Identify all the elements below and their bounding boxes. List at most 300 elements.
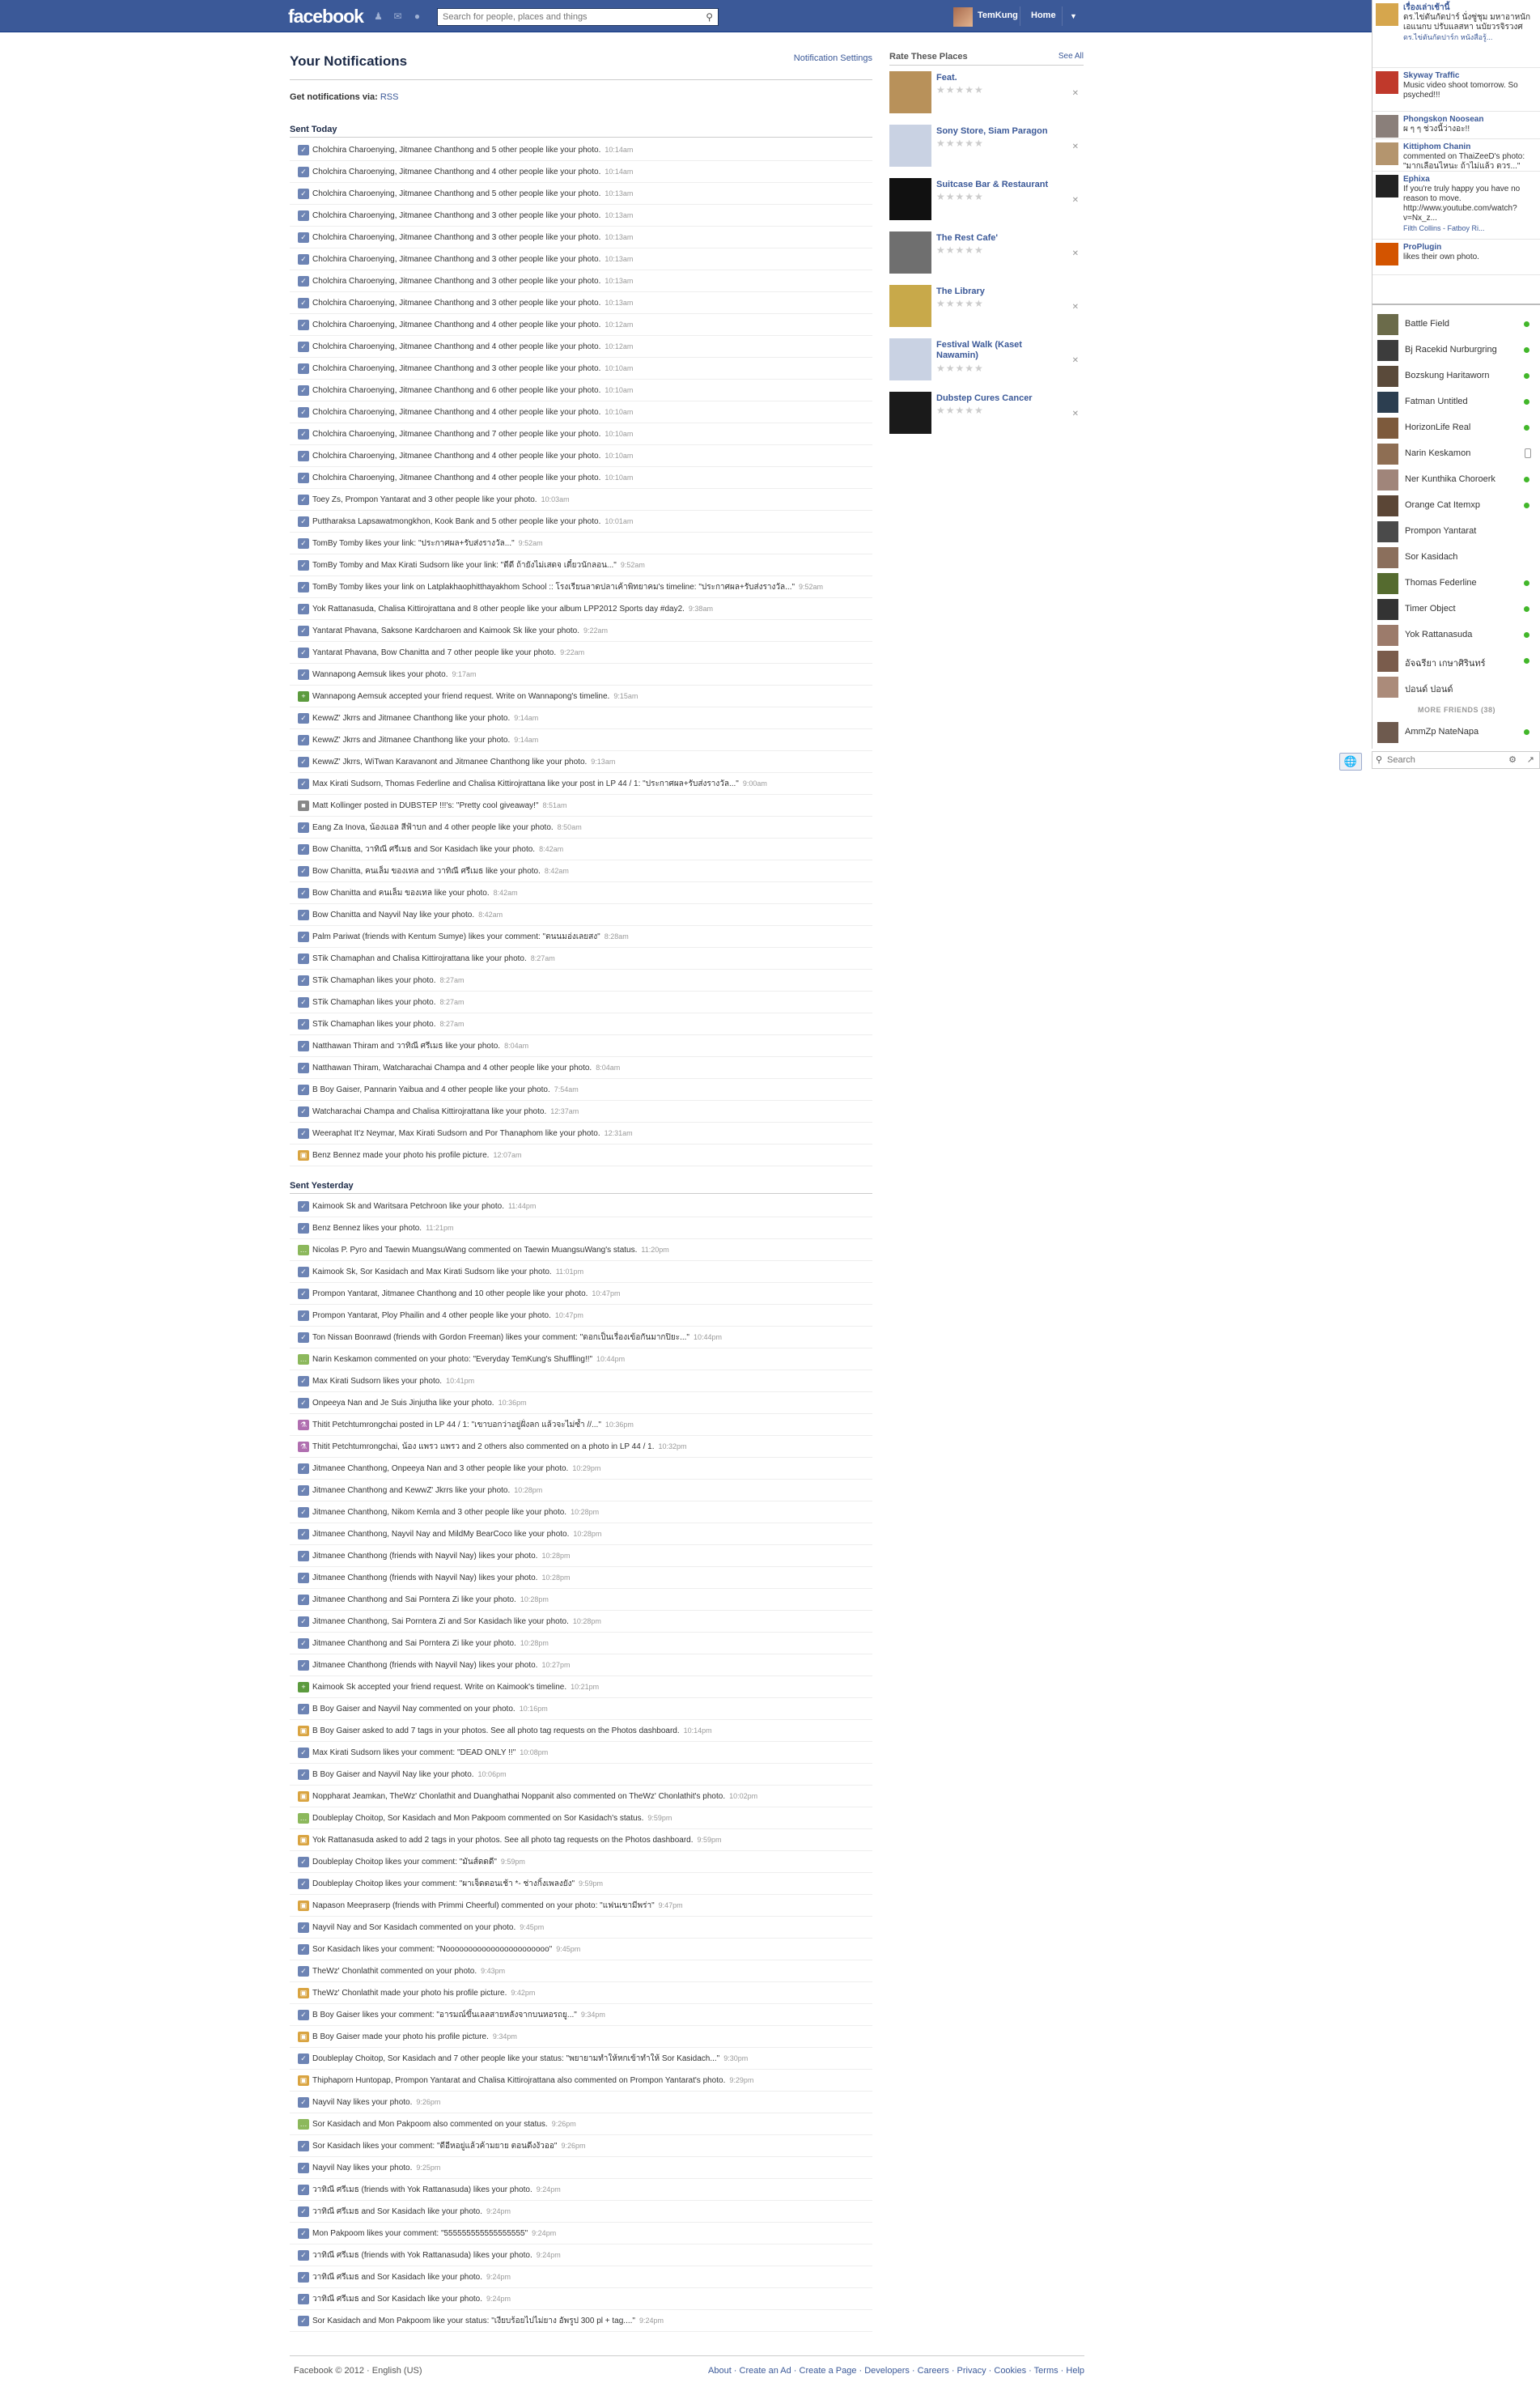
search-input[interactable] [438,9,689,25]
ticker-text[interactable] [1403,3,1538,42]
notification-text[interactable]: Bow Chanitta, วาทิณี ศรีเมธ and Sor Kasidach like your photo. [312,844,536,854]
notification-text[interactable]: B Boy Gaiser and Nayvil Nay like your photo. [312,1769,474,1779]
notification-text[interactable]: วาทิณี ศรีเมธ and Sor Kasidach like your photo. [312,2272,483,2282]
notification-text[interactable]: Cholchira Charoenying, Jitmanee Chanthong and 7 other people like your photo. [312,429,601,439]
notification-row[interactable] [290,1764,872,1786]
close-icon[interactable]: ✕ [1071,356,1079,365]
notification-text[interactable]: STik Chamaphan likes your photo. [312,1019,436,1029]
notification-row[interactable] [290,1501,872,1523]
notification-text[interactable]: วาทิณี ศรีเมธ and Sor Kasidach like your photo. [312,2294,483,2304]
notification-row[interactable] [290,270,872,292]
chat-friend[interactable] [1372,571,1540,597]
notification-text[interactable]: Cholchira Charoenying, Jitmanee Chanthong and 4 other people like your photo. [312,407,601,417]
notification-text[interactable]: B Boy Gaiser and Nayvil Nay commented on your photo. [312,1704,515,1714]
notification-text[interactable]: Cholchira Charoenying, Jitmanee Chanthong and 4 other people like your photo. [312,167,601,176]
ticker-text[interactable] [1403,243,1538,262]
notifications-icon[interactable]: ● [414,11,421,22]
star-rating[interactable]: ★★★★★ [936,191,984,202]
chat-friend[interactable] [1372,519,1540,545]
notification-row[interactable] [290,2004,872,2026]
account-menu-chevron-icon[interactable]: ▼ [1070,12,1077,20]
notification-row[interactable] [290,1196,872,1217]
place-item[interactable] [889,285,1084,333]
star-rating[interactable]: ★★★★★ [936,363,984,374]
notification-text[interactable]: Yantarat Phavana, Bow Chanitta and 7 other people like your photo. [312,648,557,657]
notification-text[interactable]: Natthawan Thiram, Watcharachai Champa and 4 other people like your photo. [312,1063,592,1072]
notification-text[interactable]: Ton Nissan Boonrawd (friends with Gordon Freeman) likes your comment: "ดอกเป็นเรื่องเข้อกันมากปิยะ..." [312,1332,689,1342]
notification-text[interactable]: Jitmanee Chanthong, Nikom Kemla and 3 other people like your photo. [312,1507,567,1517]
notification-text[interactable]: Jitmanee Chanthong and KewwZ' Jkrrs like your photo. [312,1485,511,1495]
chat-friend[interactable] [1372,720,1540,745]
notification-text[interactable]: Sor Kasidach and Mon Pakpoom like your status: "เงียบร้อยไปไม่ยาง อัพรูป 300 pl + tag...." [312,2316,635,2325]
place-thumbnail[interactable] [889,178,931,220]
notification-row[interactable] [290,1873,872,1895]
notification-text[interactable]: Sor Kasidach likes your comment: "ดีอีหอยู่แล้วค้ามยาย ตอนดีงงัวออ" [312,2141,558,2151]
notification-row[interactable] [290,860,872,882]
notification-text[interactable]: Cholchira Charoenying, Jitmanee Chanthong and 4 other people like your photo. [312,342,601,351]
notification-text[interactable]: KewwZ' Jkrrs and Jitmanee Chanthong like your photo. [312,735,511,745]
notification-row[interactable] [290,1327,872,1348]
notification-text[interactable]: Yok Rattanasuda asked to add 2 tags in your photos. See all photo tag requests on the Photos dashboard. [312,1835,694,1845]
globe-icon[interactable]: 🌐 [1339,753,1362,771]
chat-search-input[interactable] [1372,752,1494,768]
ticker-thumbnail[interactable] [1376,115,1398,138]
notification-text[interactable]: Cholchira Charoenying, Jitmanee Chanthong and 5 other people like your photo. [312,189,601,198]
notification-text[interactable]: Narin Keskamon commented on your photo: "Everyday TemKung's Shuffling!!" [312,1354,593,1364]
notification-row[interactable] [290,1633,872,1654]
place-name[interactable]: Dubstep Cures Cancer [936,393,1033,403]
notification-text[interactable]: TheWz' Chonlathit made your photo his profile picture. [312,1988,507,1998]
ticker-story[interactable] [1372,139,1540,172]
notification-row[interactable] [290,2048,872,2070]
notification-text[interactable]: Doubleplay Choitop likes your comment: "มันส์ดดดี" [312,1857,497,1867]
ticker-thumbnail[interactable] [1376,175,1398,197]
notification-text[interactable]: Kaimook Sk, Sor Kasidach and Max Kirati Sudsorn like your photo. [312,1267,552,1276]
notification-row[interactable] [290,2092,872,2113]
place-item[interactable] [889,231,1084,280]
notification-text[interactable]: Matt Kollinger posted in DUBSTEP !!!'s: "Pretty cool giveaway!" [312,801,539,810]
notification-row[interactable] [290,1829,872,1851]
notification-row[interactable] [290,1982,872,2004]
notification-text[interactable]: Jitmanee Chanthong (friends with Nayvil Nay) likes your photo. [312,1660,538,1670]
notification-text[interactable]: Nayvil Nay likes your photo. [312,2163,413,2172]
notification-text[interactable]: Cholchira Charoenying, Jitmanee Chanthong and 3 other people like your photo. [312,210,601,220]
notification-row[interactable] [290,1851,872,1873]
notification-text[interactable]: Palm Pariwat (friends with Kentum Sumye) likes your comment: "ตนนมอ่งเลยสง" [312,932,600,941]
online-status-icon [1524,658,1529,664]
notification-row[interactable] [290,511,872,533]
notification-row[interactable] [290,467,872,489]
chat-friend[interactable] [1372,415,1540,441]
close-icon[interactable]: ✕ [1071,142,1079,151]
notification-row[interactable] [290,707,872,729]
notification-row[interactable] [290,817,872,839]
close-icon[interactable]: ✕ [1071,89,1079,98]
ticker-story[interactable] [1372,68,1540,112]
notification-row[interactable] [290,992,872,1013]
place-name[interactable]: Feat. [936,73,957,83]
notification-text[interactable]: Doubleplay Choitop likes your comment: "ผาเจ็ดตอนเช้า *- ช่างกิ้งเพลงยัง" [312,1879,575,1888]
notification-text[interactable]: Jitmanee Chanthong (friends with Nayvil Nay) likes your photo. [312,1551,538,1561]
notification-row[interactable] [290,423,872,445]
notification-row[interactable] [290,1480,872,1501]
notification-text[interactable]: วาทิณี ศรีเมธ (friends with Yok Rattanasuda) likes your photo. [312,2185,532,2194]
notification-text[interactable]: Jitmanee Chanthong, Sai Porntera Zi and Sor Kasidach like your photo. [312,1616,569,1626]
close-icon[interactable]: ✕ [1071,249,1079,258]
notification-text[interactable]: Cholchira Charoenying, Jitmanee Chanthong and 4 other people like your photo. [312,451,601,461]
notification-row[interactable] [290,751,872,773]
notification-text[interactable]: วาทิณี ศรีเมธ and Sor Kasidach like your photo. [312,2206,483,2216]
notification-row[interactable] [290,795,872,817]
notification-row[interactable] [290,1567,872,1589]
chat-friend[interactable] [1372,467,1540,493]
notification-row[interactable] [290,1523,872,1545]
close-icon[interactable]: ✕ [1071,196,1079,205]
notification-text[interactable]: Jitmanee Chanthong and Sai Porntera Zi like your photo. [312,1595,516,1604]
notification-row[interactable] [290,2135,872,2157]
notification-row[interactable] [290,227,872,248]
notification-row[interactable] [290,1013,872,1035]
notification-row[interactable] [290,489,872,511]
notification-row[interactable] [290,882,872,904]
notification-row[interactable] [290,1123,872,1145]
notification-text[interactable]: Max Kirati Sudsorn, Thomas Federline and Chalisa Kittirojrattana like your post in LP 44 / 1: "ประกาศผล+รับส่งรางวัล..." [312,779,739,788]
notification-text[interactable]: TheWz' Chonlathit commented on your photo. [312,1966,477,1976]
notification-row[interactable] [290,1676,872,1698]
notification-text[interactable]: TomBy Tomby and Max Kirati Sudsorn like your link: "ดีดี ถ้ายังไม่เสดจ เดี๋ยวนักลอน..." [312,560,617,570]
notification-row[interactable] [290,2288,872,2310]
popout-icon[interactable]: ↗ [1526,755,1534,765]
notification-row[interactable] [290,2266,872,2288]
close-icon[interactable]: ✕ [1071,303,1079,312]
friend-requests-icon[interactable]: ♟ [374,11,383,22]
chat-search-box[interactable] [1372,751,1540,769]
notification-time: 8:42am [544,867,569,875]
like-icon: ✓ [298,1019,309,1030]
notification-row[interactable] [290,533,872,554]
notification-text[interactable]: TomBy Tomby likes your link: "ประกาศผล+รับส่งรางวัล..." [312,538,515,548]
notification-row[interactable] [290,1895,872,1917]
notification-text[interactable]: Cholchira Charoenying, Jitmanee Chanthong and 3 other people like your photo. [312,254,601,264]
notification-text[interactable]: Nicolas P. Pyro and Taewin MuangsuWang commented on Taewin MuangsuWang's status. [312,1245,638,1255]
notification-row[interactable] [290,139,872,161]
chat-friend[interactable] [1372,648,1540,674]
chat-friend[interactable] [1372,312,1540,338]
notification-text[interactable]: Nayvil Nay likes your photo. [312,2097,413,2107]
place-name[interactable]: Sony Store, Siam Paragon [936,126,1048,136]
facebook-logo[interactable]: facebook [288,6,363,27]
notification-text[interactable]: Cholchira Charoenying, Jitmanee Chanthong and 3 other people like your photo. [312,298,601,308]
notification-row[interactable] [290,642,872,664]
notification-row[interactable] [290,1348,872,1370]
star-rating[interactable]: ★★★★★ [936,138,984,149]
notification-text[interactable]: Mon Pakpoom likes your comment: "555555555555555555" [312,2228,528,2238]
comment-icon: … [298,2119,309,2130]
notification-text[interactable]: Cholchira Charoenying, Jitmanee Chanthong and 3 other people like your photo. [312,276,601,286]
chat-friend[interactable] [1372,363,1540,389]
place-name[interactable]: Suitcase Bar & Restaurant [936,180,1049,189]
notification-row[interactable] [290,1720,872,1742]
notification-text[interactable]: Benz Bennez likes your photo. [312,1223,422,1233]
notification-row[interactable] [290,380,872,401]
notification-row[interactable] [290,1589,872,1611]
notification-text[interactable]: Toey Zs, Prompon Yantarat and 3 other people like your photo. [312,495,537,504]
notification-row[interactable] [290,1261,872,1283]
notification-text[interactable]: Prompon Yantarat, Ploy Phailin and 4 other people like your photo. [312,1310,551,1320]
notification-row[interactable] [290,948,872,970]
notification-row[interactable] [290,1217,872,1239]
ticker-actor[interactable]: Ephixa [1403,175,1430,184]
place-thumbnail[interactable] [889,71,931,113]
chat-friend[interactable] [1372,674,1540,700]
notification-text[interactable]: B Boy Gaiser likes your comment: "อารมณ์ขึ้นเลลสายหลังจากบนหอรถยู..." [312,2010,577,2019]
notification-row[interactable] [290,314,872,336]
notification-text[interactable]: STik Chamaphan likes your photo. [312,997,436,1007]
place-item[interactable] [889,178,1084,227]
ticker-thumbnail[interactable] [1376,142,1398,165]
notification-text[interactable]: KewwZ' Jkrrs, WiTwan Karavanont and Jitmanee Chanthong like your photo. [312,757,588,767]
notification-text[interactable]: Cholchira Charoenying, Jitmanee Chanthong and 3 other people like your photo. [312,232,601,242]
search-box[interactable] [437,8,719,26]
place-name[interactable]: The Library [936,287,985,296]
notification-row[interactable] [290,1807,872,1829]
notification-row[interactable] [290,2026,872,2048]
notification-text[interactable]: Onpeeya Nan and Je Suis Jinjutha like your photo. [312,1398,494,1408]
notification-row[interactable] [290,1305,872,1327]
notification-row[interactable] [290,1035,872,1057]
chat-friend[interactable] [1372,441,1540,467]
notification-text[interactable]: B Boy Gaiser asked to add 7 tags in your photos. See all photo tag requests on the Photos dashboard. [312,1726,680,1735]
notification-text[interactable]: Yok Rattanasuda, Chalisa Kittirojrattana and 8 other people like your album LPP2012 Sports day #day2. [312,604,685,614]
notification-text[interactable]: วาทิณี ศรีเมธ (friends with Yok Rattanasuda) likes your photo. [312,2250,532,2260]
notification-row[interactable] [290,773,872,795]
notification-text[interactable]: Cholchira Charoenying, Jitmanee Chanthong and 3 other people like your photo. [312,363,601,373]
chat-friend[interactable] [1372,597,1540,622]
notification-row[interactable] [290,904,872,926]
notification-text[interactable]: Jitmanee Chanthong and Sai Porntera Zi like your photo. [312,1638,516,1648]
ticker-attachment[interactable]: ดร.ไข่ตันกัดปาร์ก หนังสือรู้... [1403,33,1493,41]
notification-row[interactable] [290,554,872,576]
ticker-story[interactable] [1372,0,1540,68]
ticker-thumbnail[interactable] [1376,243,1398,265]
notification-row[interactable] [290,1370,872,1392]
notification-text[interactable]: B Boy Gaiser, Pannarin Yaibua and 4 other people like your photo. [312,1085,550,1094]
notification-row[interactable] [290,1939,872,1960]
star-rating[interactable]: ★★★★★ [936,298,984,309]
notification-text[interactable]: Prompon Yantarat, Jitmanee Chanthong and 10 other people like your photo. [312,1289,588,1298]
ticker-story[interactable] [1372,172,1540,240]
ticker-thumbnail[interactable] [1376,3,1398,26]
notification-text[interactable]: Bow Chanitta and Nayvil Nay like your photo. [312,910,475,919]
notification-text[interactable]: Jitmanee Chanthong, Onpeeya Nan and 3 other people like your photo. [312,1463,569,1473]
ticker-story[interactable] [1372,112,1540,139]
notification-text[interactable]: Kaimook Sk and Waritsara Petchroon like your photo. [312,1201,504,1211]
notification-row[interactable] [290,183,872,205]
notification-row[interactable] [290,2201,872,2223]
notification-row[interactable] [290,1239,872,1261]
notification-row[interactable] [290,1654,872,1676]
notification-text[interactable]: Puttharaksa Lapsawatmongkhon, Kook Bank and 5 other people like your photo. [312,516,601,526]
gear-icon[interactable]: ⚙ [1508,755,1517,765]
notification-row[interactable] [290,2244,872,2266]
notification-text[interactable]: Weeraphat It'z Neymar, Max Kirati Sudsorn and Por Thanaphom like your photo. [312,1128,600,1138]
notification-text[interactable]: Wannapong Aemsuk likes your photo. [312,669,448,679]
place-item[interactable] [889,71,1084,120]
ticker-thumbnail[interactable] [1376,71,1398,94]
notification-row[interactable] [290,2070,872,2092]
ticker-actor[interactable]: ProPlugin [1403,243,1442,252]
notification-text[interactable]: TomBy Tomby likes your link on Latplakhaophitthayakhom School :: โรงเรียนลาดปลาเค้าพิทยาคม's timeline: "ประกาศผล+รับส่งรางวัล..." [312,582,795,592]
notification-row[interactable] [290,205,872,227]
notification-text[interactable]: Yantarat Phavana, Saksone Kardcharoen and Kaimook Sk like your photo. [312,626,580,635]
place-thumbnail[interactable] [889,231,931,274]
notification-settings-link[interactable]: Notification Settings [793,53,872,63]
notification-text[interactable]: Kaimook Sk accepted your friend request. Write on Kaimook's timeline. [312,1682,567,1692]
notification-row[interactable] [290,292,872,314]
ticker-actor[interactable]: Skyway Traffic [1403,71,1460,80]
notification-row[interactable] [290,1545,872,1567]
notification-row[interactable] [290,2157,872,2179]
ticker-actor[interactable]: Kittiphom Chanin [1403,142,1471,151]
ticker-story[interactable] [1372,240,1540,275]
notification-row[interactable] [290,445,872,467]
footer-links[interactable]: About · Create an Ad · Create a Page · Developers · Careers · Privacy · Cookies · Terms · Help [708,2366,1085,2376]
place-thumbnail[interactable] [889,338,931,380]
notification-text[interactable]: Doubleplay Choitop, Sor Kasidach and Mon Pakpoom commented on Sor Kasidach's status. [312,1813,644,1823]
place-item[interactable] [889,125,1084,173]
notification-row[interactable] [290,664,872,686]
notification-row[interactable] [290,1057,872,1079]
place-item[interactable] [889,392,1084,440]
notification-row[interactable] [290,1960,872,1982]
notification-row[interactable] [290,1611,872,1633]
notification-text[interactable]: Wannapong Aemsuk accepted your friend request. Write on Wannapong's timeline. [312,691,610,701]
notification-row[interactable] [290,1917,872,1939]
profile-link[interactable]: TemKung [978,11,1018,20]
notification-row[interactable] [290,401,872,423]
ticker-actor[interactable]: Phongskon Noosean [1403,115,1484,124]
notification-row[interactable] [290,2179,872,2201]
notification-row[interactable] [290,358,872,380]
notification-text[interactable]: B Boy Gaiser made your photo his profile picture. [312,2032,489,2041]
notification-text[interactable]: Benz Bennez made your photo his profile picture. [312,1150,490,1160]
avatar[interactable] [953,7,973,27]
notification-text[interactable]: Cholchira Charoenying, Jitmanee Chanthong and 5 other people like your photo. [312,145,601,155]
notification-text[interactable]: Jitmanee Chanthong (friends with Nayvil Nay) likes your photo. [312,1573,538,1582]
notification-text[interactable]: Sor Kasidach and Mon Pakpoom also commented on your status. [312,2119,548,2129]
place-thumbnail[interactable] [889,285,931,327]
notification-row[interactable] [290,1436,872,1458]
star-rating[interactable]: ★★★★★ [936,84,984,96]
notification-text[interactable]: Cholchira Charoenying, Jitmanee Chanthong and 4 other people like your photo. [312,320,601,329]
notification-row[interactable] [290,2310,872,2332]
notification-row[interactable] [290,2223,872,2244]
notification-row[interactable] [290,926,872,948]
chat-friend[interactable] [1372,493,1540,519]
notification-row[interactable] [290,1458,872,1480]
notification-row[interactable] [290,839,872,860]
notification-text[interactable]: Thitit Petchtumrongchai, น้อง แพรว แพรว and 2 others also commented on a photo in LP 44 / 1. [312,1442,655,1451]
messages-icon[interactable]: ✉ [393,11,402,22]
notification-text[interactable]: KewwZ' Jkrrs and Jitmanee Chanthong like your photo. [312,713,511,723]
notification-text[interactable]: Max Kirati Sudsorn likes your photo. [312,1376,443,1386]
home-link[interactable]: Home [1031,11,1056,20]
notification-row[interactable] [290,620,872,642]
place-thumbnail[interactable] [889,392,931,434]
notification-text[interactable]: Eang Za Inova, น้องแอล สีฟ้าบก and 4 other people like your photo. [312,822,554,832]
place-item[interactable] [889,338,1084,387]
notification-text[interactable]: Thiphaporn Huntopap, Prompon Yantarat and Chalisa Kittirojrattana also commented on Prompon Yantarat's photo. [312,2075,726,2085]
close-icon[interactable]: ✕ [1071,410,1079,418]
chat-friend[interactable] [1372,545,1540,571]
notification-row[interactable] [290,1079,872,1101]
notification-row[interactable] [290,576,872,598]
star-rating[interactable]: ★★★★★ [936,405,984,416]
ticker-text[interactable] [1403,142,1538,172]
notification-row[interactable] [290,1698,872,1720]
notification-row[interactable] [290,598,872,620]
notification-text[interactable]: Sor Kasidach likes your comment: "Nooooooooooooooooooooooo" [312,1944,553,1954]
notification-row[interactable] [290,161,872,183]
ticker-text[interactable] [1403,175,1538,233]
place-thumbnail[interactable] [889,125,931,167]
notification-row[interactable] [290,1283,872,1305]
notification-text[interactable]: Cholchira Charoenying, Jitmanee Chanthong and 4 other people like your photo. [312,473,601,482]
chat-friend[interactable] [1372,622,1540,648]
notification-row[interactable] [290,2113,872,2135]
notification-text[interactable]: Thitit Petchtumrongchai posted in LP 44 / 1: "เขาบอกว่าอยู่ฝั่งลก แล้วจะไม่ซ้ำ //..." [312,1420,601,1429]
notification-text[interactable]: Napason Meepraserp (friends with Primmi Cheerful) commented on your photo: "แฟนเขามีพร่า" [312,1900,655,1910]
notification-text[interactable]: Noppharat Jeamkan, TheWz' Chonlathit and Duanghathai Noppanit also commented on TheWz' Chonlathit's photo. [312,1791,726,1801]
see-all-link[interactable]: See All [1058,52,1084,61]
place-name[interactable]: The Rest Cafe' [936,233,998,243]
place-name[interactable]: Festival Walk (Kaset Nawamin) [936,340,1022,360]
chat-friend-name: Bj Racekid Nurburgring [1405,345,1497,355]
notification-text[interactable]: STik Chamaphan likes your photo. [312,975,436,985]
notification-text[interactable]: Jitmanee Chanthong, Nayvil Nay and MildMy BearCoco like your photo. [312,1529,570,1539]
ticker-text[interactable] [1403,115,1538,134]
notification-text[interactable]: STik Chamaphan and Chalisa Kittirojrattana like your photo. [312,953,527,963]
notification-text[interactable]: Watcharachai Champa and Chalisa Kittirojrattana like your photo. [312,1106,547,1116]
search-icon[interactable]: ⚲ [706,11,713,23]
notification-text[interactable]: Bow Chanitta, คนเล็ม ของเทล and วาทิณี ศรีเมธ like your photo. [312,866,541,876]
notification-row[interactable] [290,686,872,707]
notification-text[interactable]: Natthawan Thiram and วาทิณี ศรีเมธ like your photo. [312,1041,501,1051]
ticker-text[interactable] [1403,71,1538,100]
notification-row[interactable] [290,1742,872,1764]
notification-text[interactable]: Max Kirati Sudsorn likes your comment: "DEAD ONLY !!" [312,1748,516,1757]
notification-row[interactable] [290,248,872,270]
notification-row[interactable] [290,970,872,992]
notification-row[interactable] [290,1414,872,1436]
notification-text[interactable]: Doubleplay Choitop, Sor Kasidach and 7 other people like your status: "พยายามทำให้หกเข้าทำให้ Sor Kasidach..." [312,2053,720,2063]
notification-text[interactable]: Nayvil Nay and Sor Kasidach commented on your photo. [312,1922,516,1932]
notification-row[interactable] [290,729,872,751]
chat-friend[interactable] [1372,338,1540,363]
notification-row[interactable] [290,1145,872,1166]
ticker-actor[interactable]: เรื่องเล่าเช้านี้ [1403,3,1450,12]
notification-row[interactable] [290,1101,872,1123]
rss-link[interactable]: RSS [380,92,399,102]
chat-friend[interactable] [1372,389,1540,415]
notification-row[interactable] [290,336,872,358]
notification-text[interactable]: Cholchira Charoenying, Jitmanee Chanthong and 6 other people like your photo. [312,385,601,395]
notification-text[interactable]: Bow Chanitta and คนเล็ม ของเทล like your photo. [312,888,490,898]
ticker-attachment[interactable]: Filth Collins - Fatboy Ri... [1403,224,1485,232]
notification-row[interactable] [290,1786,872,1807]
notification-row[interactable] [290,1392,872,1414]
star-rating[interactable]: ★★★★★ [936,244,984,256]
